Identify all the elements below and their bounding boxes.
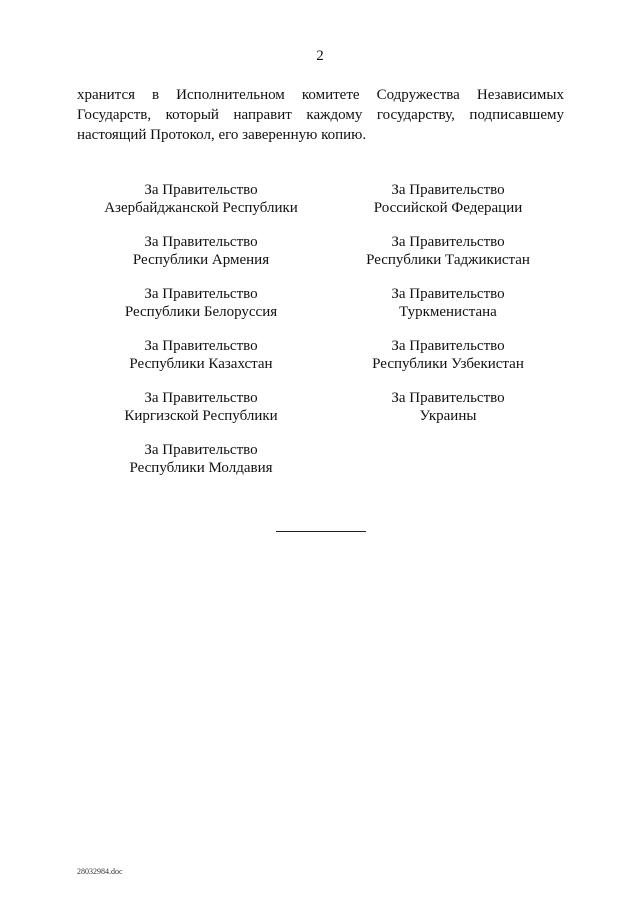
signature-country: Туркменистана: [399, 304, 497, 320]
signature-block-russia: [318, 181, 578, 217]
signature-country: Республики Молдавия: [129, 460, 273, 476]
file-reference: 28032984.doc: [77, 867, 123, 876]
body-line: настоящий Протокол, его заверенную копию.: [77, 127, 367, 143]
signature-block-tajikistan: [318, 233, 578, 269]
signature-block-turkmenistan: [318, 285, 578, 321]
signature-country: Киргизской Республики: [124, 408, 278, 424]
signature-prefix: За Правительство: [391, 390, 505, 406]
signature-country: Республики Армения: [132, 252, 270, 268]
signature-column-left: [71, 181, 331, 493]
signature-prefix: За Правительство: [391, 286, 505, 302]
signature-block-belarus: [71, 285, 331, 321]
body-paragraph: [77, 85, 564, 145]
body-line: Государств, который направит каждому государству, подписавшему: [77, 107, 564, 123]
signature-block-ukraine: [318, 389, 578, 425]
closing-divider-line: [276, 531, 366, 532]
signature-block-kazakhstan: [71, 337, 331, 373]
signature-prefix: За Правительство: [144, 234, 258, 250]
signature-country: Украины: [419, 408, 477, 424]
signature-prefix: За Правительство: [391, 182, 505, 198]
signature-block-moldova: [71, 441, 331, 477]
signature-column-right: [318, 181, 578, 441]
signature-prefix: За Правительство: [144, 286, 258, 302]
signature-country: Республики Белоруссия: [124, 304, 278, 320]
signature-block-kyrgyzstan: [71, 389, 331, 425]
signature-country: Азербайджанской Республики: [104, 200, 298, 216]
signature-prefix: За Правительство: [144, 390, 258, 406]
signature-prefix: За Правительство: [144, 338, 258, 354]
signature-country: Республики Таджикистан: [366, 252, 530, 268]
signature-country: Республики Узбекистан: [372, 356, 524, 372]
signature-country: Российской Федерации: [373, 200, 523, 216]
signature-block-armenia: [71, 233, 331, 269]
signature-block-azerbaijan: [71, 181, 331, 217]
signature-prefix: За Правительство: [391, 338, 505, 354]
signature-country: Республики Казахстан: [129, 356, 273, 372]
signature-prefix: За Правительство: [144, 182, 258, 198]
signature-block-uzbekistan: [318, 337, 578, 373]
body-line: хранится в Исполнительном комитете Содружества Независимых: [77, 87, 564, 103]
signature-prefix: За Правительство: [144, 442, 258, 458]
page-number: 2: [316, 48, 324, 64]
signature-prefix: За Правительство: [391, 234, 505, 250]
